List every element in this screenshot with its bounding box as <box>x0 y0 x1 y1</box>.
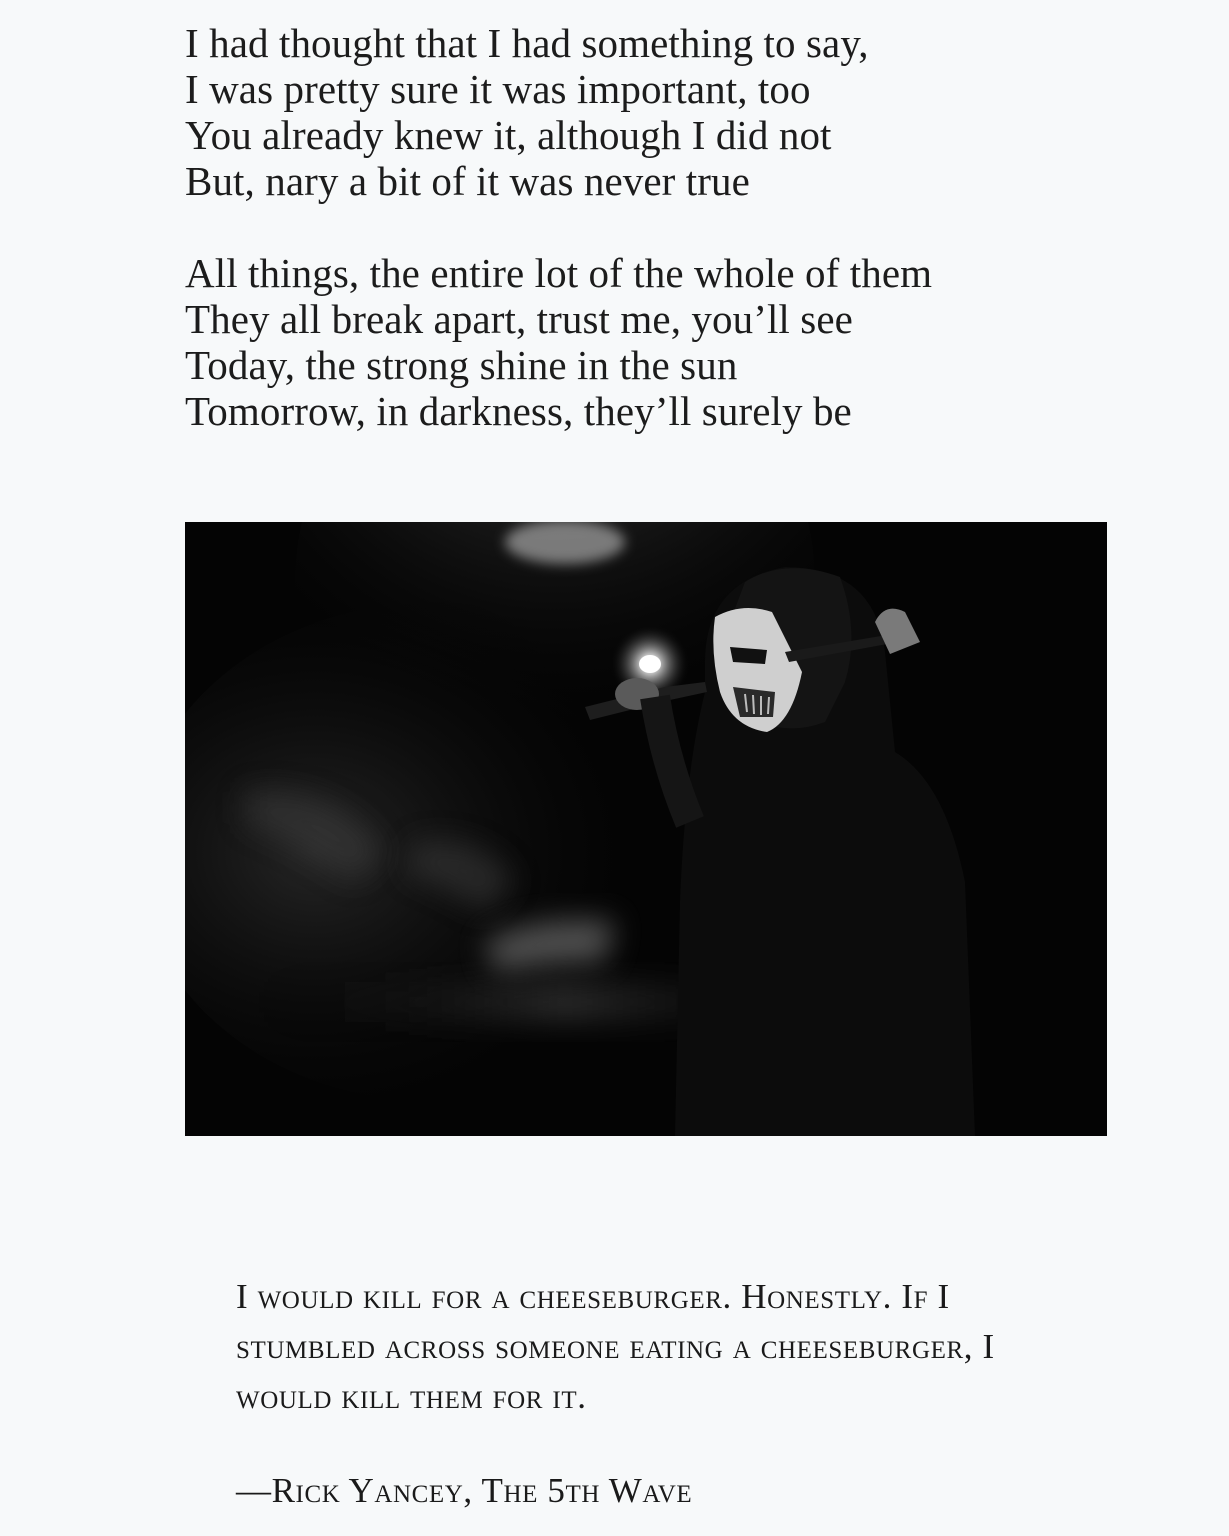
poem-line: I was pretty sure it was important, too <box>185 66 811 112</box>
quote <box>236 1272 1116 1422</box>
masked-figure-illustration <box>185 522 1107 1136</box>
poem-line: They all break apart, trust me, you’ll see <box>185 296 853 342</box>
poem-line: You already knew it, although I did not <box>185 112 832 158</box>
poem-line: All things, the entire lot of the whole of them <box>185 250 933 296</box>
masked-figure-photo <box>185 522 1107 1136</box>
poem-line: Today, the strong shine in the sun <box>185 342 738 388</box>
quote-line: stumbled across someone eating a cheeseburger, I <box>236 1327 995 1366</box>
poem-stanza-1 <box>185 20 1165 204</box>
quote-line: I would kill for a cheeseburger. Honestly. If I <box>236 1277 950 1316</box>
poem-line: But, nary a bit of it was never true <box>185 158 750 204</box>
poem <box>185 20 1165 480</box>
poem-line: Tomorrow, in darkness, they’ll surely be <box>185 388 852 434</box>
poem-stanza-2 <box>185 250 1165 434</box>
poem-line: I had thought that I had something to say, <box>185 20 869 66</box>
quote-attribution: —Rick Yancey, The 5th Wave <box>236 1471 693 1510</box>
quote-line: would kill them for it. <box>236 1377 587 1416</box>
